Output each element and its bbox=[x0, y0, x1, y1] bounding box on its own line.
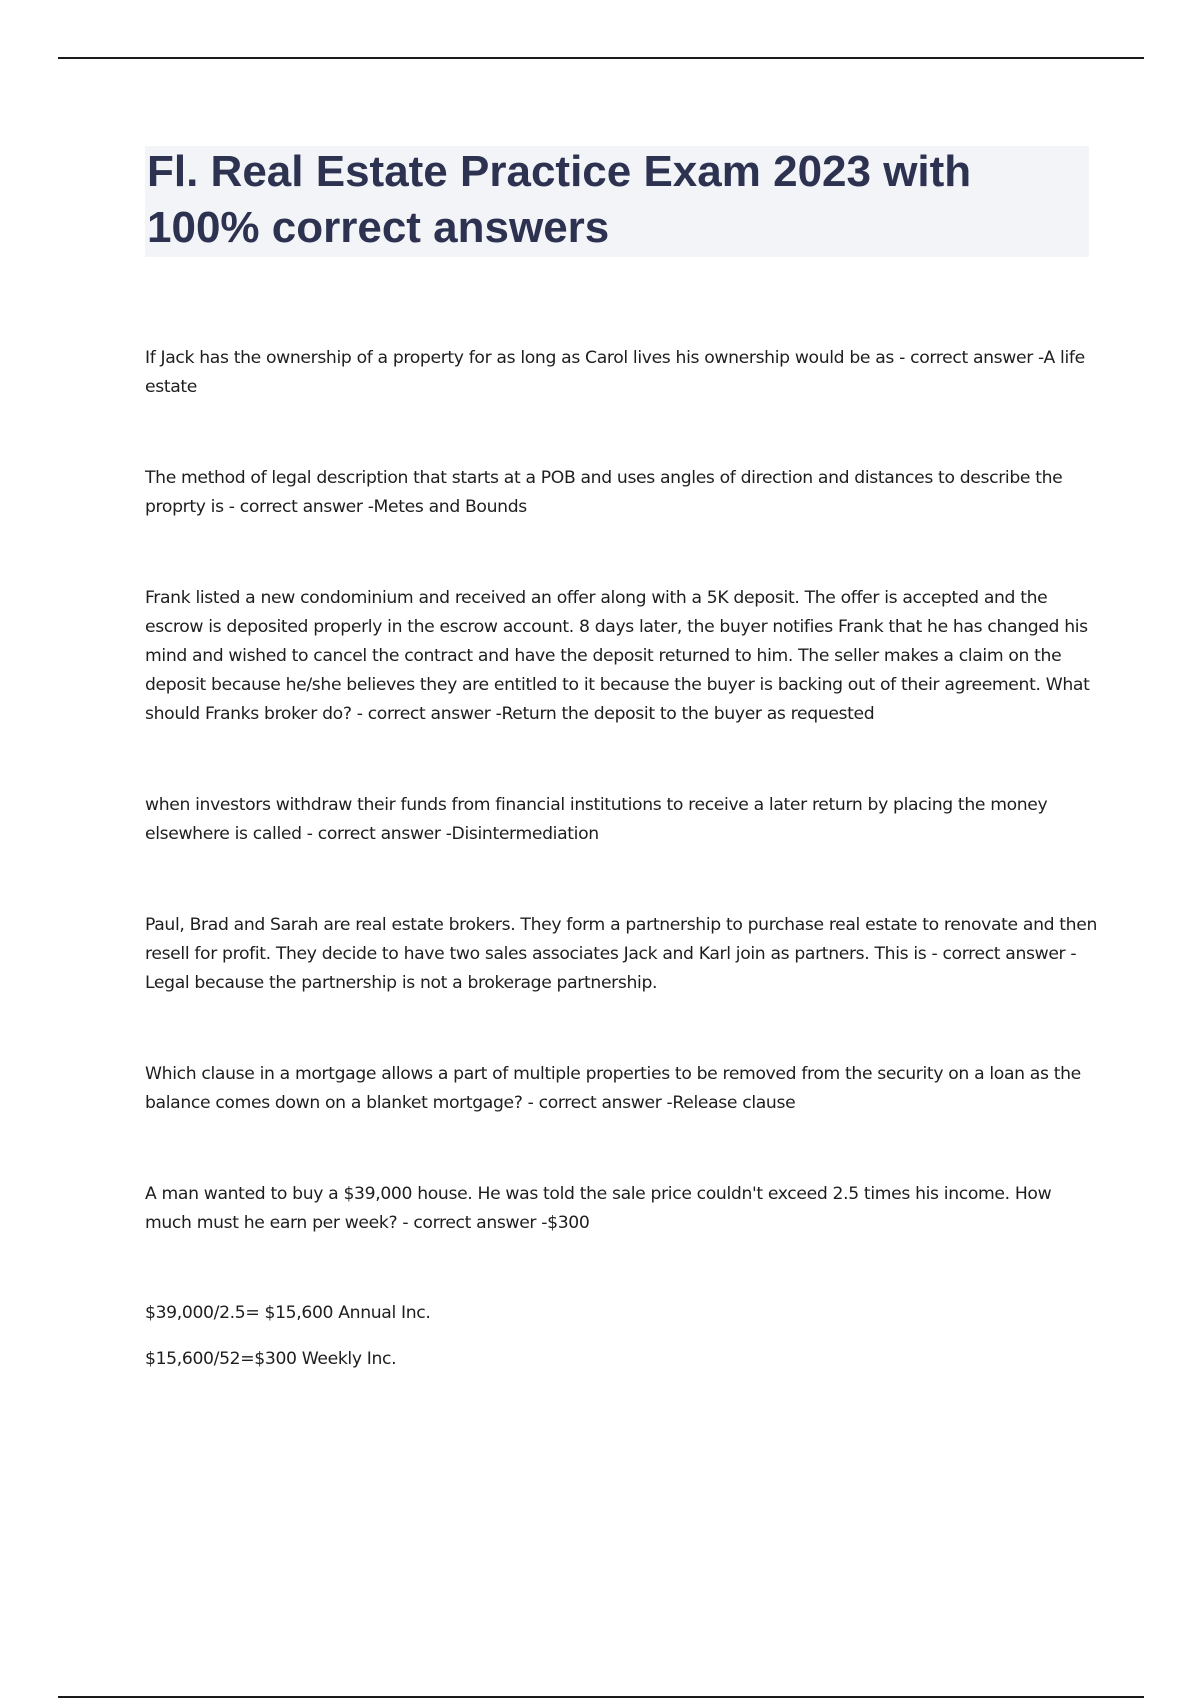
header-rule bbox=[58, 57, 1144, 59]
question-answer-4: when investors withdraw their funds from financial institutions to receive a later return by placing the money elsewhere is called - correct answer -Disintermediation bbox=[145, 795, 1048, 844]
document-title: Fl. Real Estate Practice Exam 2023 with 100% correct answers bbox=[147, 147, 972, 252]
question-answer-2: The method of legal description that starts at a POB and uses angles of direction and distances to describe the proprty is - correct answer -Metes and Bounds bbox=[145, 468, 1063, 517]
question-answer-3: Frank listed a new condominium and received an offer along with a 5K deposit. The offer is accepted and the escrow is deposited properly in the escrow account. 8 days later, the buyer notifies Frank that he has changed his mind and wished to cancel the contract and have the deposit returned to him. The seller makes a claim on the deposit because he/she believes they are entitled to it because the buyer is backing out of their agreement. What should Franks broker do? - correct answer -Return the deposit to the buyer as requested bbox=[145, 588, 1090, 724]
document-body bbox=[145, 344, 1100, 1374]
calculation-line-2: $15,600/52=$300 Weekly Inc. bbox=[145, 1349, 397, 1369]
calculation-line-1: $39,000/2.5= $15,600 Annual Inc. bbox=[145, 1303, 431, 1323]
question-answer-7: A man wanted to buy a $39,000 house. He was told the sale price couldn't exceed 2.5 times his income. How much must he earn per week? - correct answer -$300 bbox=[145, 1184, 1052, 1233]
question-answer-6: Which clause in a mortgage allows a part of multiple properties to be removed from the security on a loan as the balance comes down on a blanket mortgage? - correct answer -Release clause bbox=[145, 1064, 1081, 1113]
footer-rule bbox=[58, 1696, 1144, 1698]
question-answer-1: If Jack has the ownership of a property for as long as Carol lives his ownership would be as - correct answer -A life estate bbox=[145, 348, 1085, 397]
question-answer-5: Paul, Brad and Sarah are real estate brokers. They form a partnership to purchase real estate to renovate and then resell for profit. They decide to have two sales associates Jack and Karl join as partners. This is - correct answer -Legal because the partnership is not a brokerage partnership. bbox=[145, 915, 1097, 993]
